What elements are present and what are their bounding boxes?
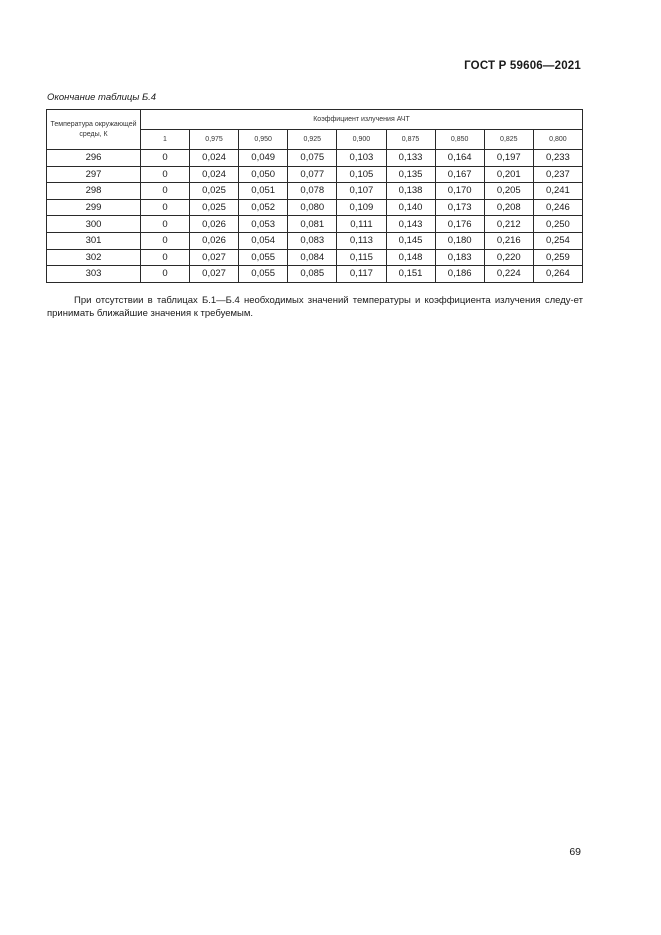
temperature-column-header: Температура окружающей среды, К <box>47 110 141 150</box>
value-cell: 0,241 <box>533 183 582 200</box>
value-cell: 0 <box>141 199 190 216</box>
coefficient-header-cell: 0,900 <box>337 130 386 150</box>
value-cell: 0,205 <box>484 183 533 200</box>
coefficient-header-cell: 0,875 <box>386 130 435 150</box>
value-cell: 0,085 <box>288 266 337 283</box>
coefficient-header-cell: 0,850 <box>435 130 484 150</box>
value-cell: 0,107 <box>337 183 386 200</box>
table-row <box>47 166 583 183</box>
value-cell: 0,027 <box>190 266 239 283</box>
table-row <box>47 232 583 249</box>
value-cell: 0,220 <box>484 249 533 266</box>
temperature-cell: 299 <box>47 199 141 216</box>
coefficient-header-cell: 0,825 <box>484 130 533 150</box>
value-cell: 0,212 <box>484 216 533 233</box>
value-cell: 0,167 <box>435 166 484 183</box>
value-cell: 0,055 <box>239 249 288 266</box>
value-cell: 0,176 <box>435 216 484 233</box>
value-cell: 0,083 <box>288 232 337 249</box>
coefficient-header-cell: 1 <box>141 130 190 150</box>
coefficient-header-cell: 0,925 <box>288 130 337 150</box>
value-cell: 0,053 <box>239 216 288 233</box>
coefficient-header-cell: 0,800 <box>533 130 582 150</box>
value-cell: 0 <box>141 166 190 183</box>
value-cell: 0 <box>141 249 190 266</box>
table-row <box>47 266 583 283</box>
table-row <box>47 249 583 266</box>
value-cell: 0,027 <box>190 249 239 266</box>
value-cell: 0,138 <box>386 183 435 200</box>
value-cell: 0,117 <box>337 266 386 283</box>
table-caption: Окончание таблицы Б.4 <box>47 92 157 103</box>
coefficient-header-cell: 0,975 <box>190 130 239 150</box>
value-cell: 0,051 <box>239 183 288 200</box>
value-cell: 0,145 <box>386 232 435 249</box>
value-cell: 0 <box>141 150 190 167</box>
value-cell: 0,109 <box>337 199 386 216</box>
value-cell: 0,024 <box>190 166 239 183</box>
value-cell: 0,077 <box>288 166 337 183</box>
table-row <box>47 183 583 200</box>
value-cell: 0,052 <box>239 199 288 216</box>
value-cell: 0,025 <box>190 183 239 200</box>
value-cell: 0,103 <box>337 150 386 167</box>
value-cell: 0 <box>141 232 190 249</box>
temperature-cell: 302 <box>47 249 141 266</box>
table-body <box>47 150 583 283</box>
value-cell: 0,081 <box>288 216 337 233</box>
value-cell: 0,250 <box>533 216 582 233</box>
coefficient-header-cell: 0,950 <box>239 130 288 150</box>
emissivity-table <box>46 109 583 283</box>
value-cell: 0,080 <box>288 199 337 216</box>
value-cell: 0,151 <box>386 266 435 283</box>
value-cell: 0,115 <box>337 249 386 266</box>
value-cell: 0,054 <box>239 232 288 249</box>
value-cell: 0,186 <box>435 266 484 283</box>
value-cell: 0,135 <box>386 166 435 183</box>
value-cell: 0,183 <box>435 249 484 266</box>
value-cell: 0,143 <box>386 216 435 233</box>
table-row <box>47 150 583 167</box>
temperature-cell: 298 <box>47 183 141 200</box>
value-cell: 0,180 <box>435 232 484 249</box>
value-cell: 0,084 <box>288 249 337 266</box>
value-cell: 0,224 <box>484 266 533 283</box>
value-cell: 0 <box>141 216 190 233</box>
temperature-cell: 296 <box>47 150 141 167</box>
value-cell: 0,208 <box>484 199 533 216</box>
table-row <box>47 199 583 216</box>
value-cell: 0,259 <box>533 249 582 266</box>
temperature-cell: 301 <box>47 232 141 249</box>
value-cell: 0,075 <box>288 150 337 167</box>
value-cell: 0 <box>141 266 190 283</box>
value-cell: 0,078 <box>288 183 337 200</box>
value-cell: 0,170 <box>435 183 484 200</box>
value-cell: 0,050 <box>239 166 288 183</box>
value-cell: 0,237 <box>533 166 582 183</box>
document-code: ГОСТ Р 59606—2021 <box>464 60 581 72</box>
value-cell: 0,264 <box>533 266 582 283</box>
value-cell: 0,233 <box>533 150 582 167</box>
value-cell: 0,026 <box>190 216 239 233</box>
temperature-cell: 303 <box>47 266 141 283</box>
note-paragraph: При отсутствии в таблицах Б.1—Б.4 необходимых значений температуры и коэффициента излучения следу-ет принимать ближайшие значения к требуемым. <box>47 295 583 319</box>
table-row <box>47 216 583 233</box>
value-cell: 0,055 <box>239 266 288 283</box>
value-cell: 0,026 <box>190 232 239 249</box>
value-cell: 0,105 <box>337 166 386 183</box>
value-cell: 0,111 <box>337 216 386 233</box>
value-cell: 0 <box>141 183 190 200</box>
value-cell: 0,133 <box>386 150 435 167</box>
value-cell: 0,254 <box>533 232 582 249</box>
value-cell: 0,173 <box>435 199 484 216</box>
value-cell: 0,113 <box>337 232 386 249</box>
value-cell: 0,164 <box>435 150 484 167</box>
value-cell: 0,049 <box>239 150 288 167</box>
value-cell: 0,246 <box>533 199 582 216</box>
temperature-cell: 297 <box>47 166 141 183</box>
value-cell: 0,024 <box>190 150 239 167</box>
value-cell: 0,216 <box>484 232 533 249</box>
coefficient-group-header: Коэффициент излучения АЧТ <box>141 110 583 130</box>
value-cell: 0,201 <box>484 166 533 183</box>
value-cell: 0,197 <box>484 150 533 167</box>
temperature-cell: 300 <box>47 216 141 233</box>
value-cell: 0,025 <box>190 199 239 216</box>
value-cell: 0,148 <box>386 249 435 266</box>
value-cell: 0,140 <box>386 199 435 216</box>
page-number: 69 <box>569 846 581 858</box>
